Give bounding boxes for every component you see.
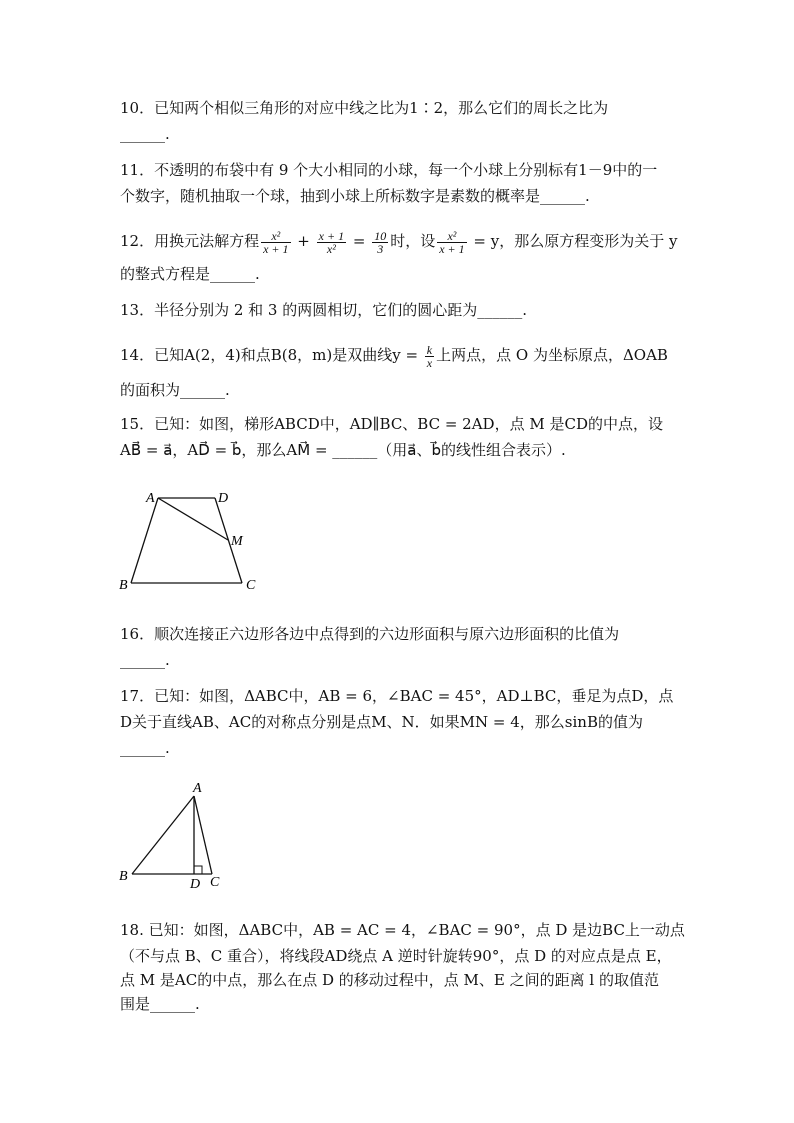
q12-suffix: = y，那么原方程变形为关于 y <box>468 232 678 250</box>
q12-fraction-2 <box>317 230 346 255</box>
q16-line1: 16．顺次连接正六边形各边中点得到的六边形面积与原六边形面积的比值为 <box>120 625 620 643</box>
q15-line2: AB⃗ = a⃗，AD⃗ = b⃗，那么AM⃗ = ______（用a⃗、b⃗的线性组合表示）. <box>120 441 566 459</box>
q12-f2-denominator: x² <box>326 241 336 256</box>
q12-equals: = <box>348 232 371 250</box>
q14-x-denominator: x <box>426 355 433 370</box>
q14-line1 <box>120 342 668 369</box>
q12-line2: 的整式方程是______. <box>120 265 260 283</box>
q17-side-ac <box>194 796 212 874</box>
q17-right-angle-mark <box>194 866 202 874</box>
q10-line1: 10．已知两个相似三角形的对应中线之比为1∶2，那么它们的周长之比为 <box>120 99 609 117</box>
q17-label-a: A <box>193 781 202 796</box>
q12-fraction-4 <box>437 230 466 255</box>
q18-line4: 围是______. <box>120 995 200 1013</box>
q14-k-numerator: k <box>426 342 433 357</box>
q11-line2: 个数字，随机抽取一个球，抽到小球上所标数字是素数的概率是______. <box>120 187 590 205</box>
q11-line1: 11．不透明的布袋中有 9 个大小相同的小球，每一个小球上分别标有1－9中的一 <box>120 161 658 179</box>
q15-label-d: D <box>218 491 229 506</box>
q12-prefix: 12．用换元法解方程 <box>120 232 260 250</box>
q18-line2: （不与点 B、C 重合），将线段AD绕点 A 逆时针旋转90°，点 D 的对应点是点 E， <box>120 947 672 965</box>
q18-line1: 18. 已知：如图，ΔABC中，AB = AC = 4，∠BAC = 90°，点 D 是边BC上一动点 <box>120 921 685 939</box>
q12-fraction-1 <box>261 230 290 255</box>
q13-line1: 13．半径分别为 2 和 3 的两圆相切，它们的圆心距为______. <box>120 301 528 319</box>
q14-fraction-k-over-x <box>425 344 434 369</box>
q12-line1 <box>120 228 677 255</box>
q17-line3: ______. <box>120 739 170 757</box>
q12-f3-denominator: 3 <box>377 241 384 256</box>
q17-label-c: C <box>210 875 220 890</box>
q14-suffix: 上两点，点 O 为坐标原点，ΔOAB <box>436 346 668 364</box>
q17-triangle-figure <box>110 776 240 892</box>
q15-line1: 15．已知：如图，梯形ABCD中，AD∥BC、BC = 2AD，点 M 是CD的中点，设 <box>120 415 663 433</box>
q12-plus: + <box>292 232 315 250</box>
q17-line2: D关于直线AB、AC的对称点分别是点M、N．如果MN = 4，那么sinB的值为 <box>120 713 643 731</box>
q12-f1-numerator: x² <box>261 230 290 243</box>
q12-fraction-3 <box>372 230 388 255</box>
q15-label-c: C <box>246 578 256 593</box>
q15-side-ab <box>131 498 158 583</box>
q15-label-b: B <box>119 578 128 593</box>
q12-mid: 时，设 <box>390 232 436 250</box>
q14-line2: 的面积为______. <box>120 381 230 399</box>
q17-label-d: D <box>190 877 201 892</box>
q16-line2: ______. <box>120 651 170 669</box>
q17-label-b: B <box>119 869 128 884</box>
q12-f1-denominator: x + 1 <box>263 241 289 256</box>
q15-label-m: M <box>231 534 243 549</box>
q12-f2-numerator: x + 1 <box>318 228 345 243</box>
q15-trapezoid-figure <box>110 482 280 597</box>
q12-f3-numerator: 10 <box>374 228 387 243</box>
q14-prefix: 14．已知A(2，4)和点B(8，m)是双曲线y = <box>120 346 423 364</box>
q12-f4-denominator: x + 1 <box>439 241 465 256</box>
q12-f4-numerator: x² <box>437 230 466 243</box>
q17-line1: 17．已知：如图，ΔABC中，AB = 6，∠BAC = 45°，AD⊥BC，垂足为点D，点 <box>120 687 674 705</box>
q15-label-a: A <box>146 491 155 506</box>
q18-line3: 点 M 是AC的中点，那么在点 D 的移动过程中，点 M、E 之间的距离 l 的取值范 <box>120 971 659 989</box>
q10-answer-blank: ______. <box>120 125 170 143</box>
q17-side-ab <box>132 796 194 874</box>
